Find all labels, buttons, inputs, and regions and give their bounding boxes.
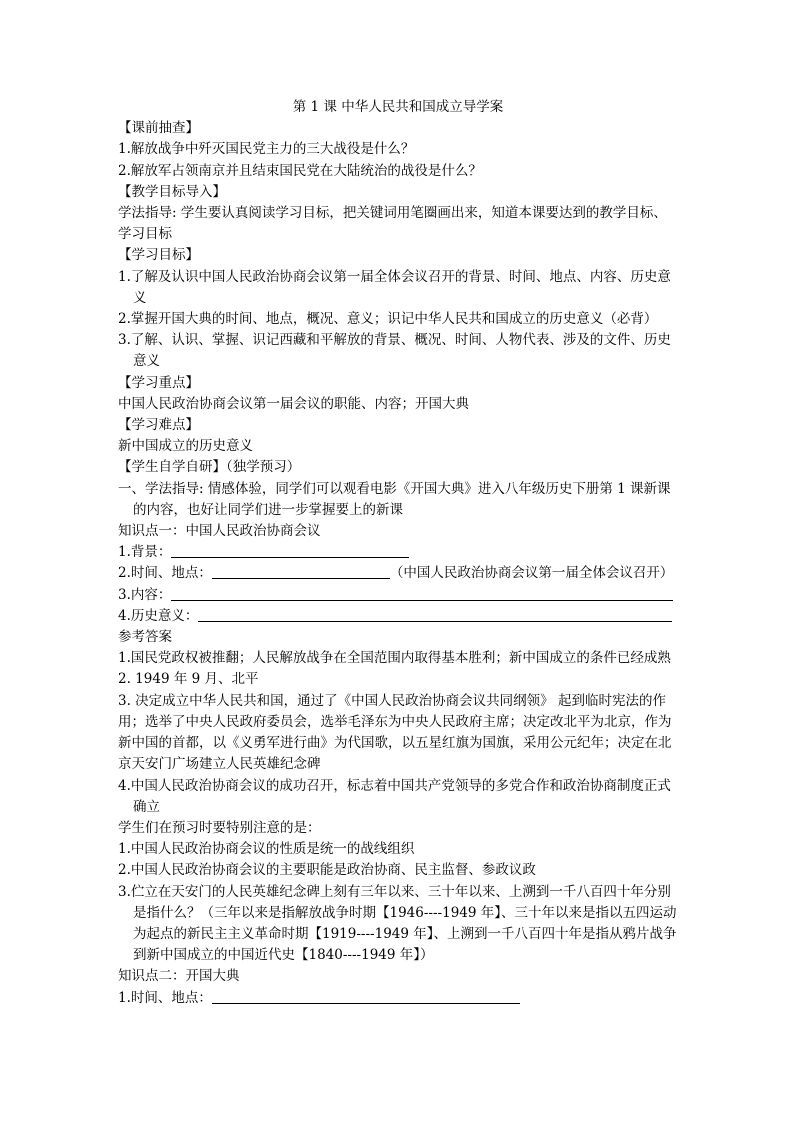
answer-1: 1.国民党政权被推翻；人民解放战争在全国范围内取得基本胜利；新中国成立的条件已经成熟 [118,650,671,667]
answer-blank[interactable] [198,608,672,622]
self-study-guide: 一、学法指导: 情感体验，同学们可以观看电影《开国大典》进入八年级历史下册第 1 课新课的内容，也好让同学们进一步掌握要上的新课 [118,480,671,518]
goal-3: 3.了解、认识、掌握、识记西藏和平解放的背景、概况、时间、人物代表、涉及的文件、历史意义 [118,332,671,370]
answer-2: 2. 1949 年 9 月、北平 [118,671,259,688]
fill-label: 1.背景： [118,544,172,561]
fill-label: 1.时间、地点： [118,989,212,1006]
knowledge-point-1-heading: 知识点一：中国人民政治协商会议 [118,523,321,540]
answers-heading: 参考答案 [118,629,172,646]
section-heading-difficulties: 【学习难点】 [118,417,199,434]
study-guide-text: 学法指导: 学生要认真阅读学习目标，把关键词用笔圈画出来，知道本课要达到的教学目标、学习目标 [118,205,667,243]
answer-4: 4.中国人民政治协商会议的成功召开，标志着中国共产党领导的多党合作和政治协商制度正式确立 [118,777,671,815]
fill-blank-significance [118,606,678,627]
fill-blank-content [118,585,678,606]
question-1: 1.解放战争中歼灭国民党主力的三大战役是什么？ [118,141,415,158]
notes-heading: 学生们在预习时要特别注意的是： [118,819,321,836]
knowledge-point-2-heading: 知识点二：开国大典 [118,968,240,985]
fill-blank-ceremony-time-place [118,988,678,1009]
fill-blank-time-place [118,563,678,584]
fill-blank-background [118,542,678,563]
section-heading-objectives-intro: 【教学目标导入】 [118,183,226,200]
difficulties-text: 新中国成立的历史意义 [118,438,253,455]
answer-blank[interactable] [212,990,520,1004]
fill-note: （中国人民政治协商会议第一届全体会议召开） [389,565,674,582]
page-title: 第 1 课 中华人民共和国成立导学案 [292,99,504,115]
section-heading-learning-goals: 【学习目标】 [118,247,199,264]
goal-2: 2.掌握开国大典的时间、地点，概况、意义；识记中华人民共和国成立的历史意义（必背） [118,311,658,328]
question-2: 2.解放军占领南京并且结束国民党在大陆统治的战役是什么？ [118,162,482,179]
answer-blank[interactable] [171,544,409,558]
section-heading-pre-check: 【课前抽查】 [118,120,199,137]
goal-1: 1.了解及认识中国人民政治协商会议第一届全体会议召开的背景、时间、地点、内容、历史意义 [118,268,671,306]
answer-blank[interactable] [212,565,390,579]
key-points-text: 中国人民政治协商会议第一届会议的职能、内容；开国大典 [118,395,469,412]
answer-3: 3. 决定成立中华人民共和国，通过了《中国人民政治协商会议共同纲领》 起到临时宪法的作用；选举了中央人民政府委员会，选举毛泽东为中央人民政府主席；决定改北平为北京，作为新中国的首都，以《义勇军进行曲》为代国歌，以五星红旗为国旗，采用公元纪年；决定在北京天安门广场建立人民英雄纪念碑 [118,692,672,773]
section-heading-key-points: 【学习重点】 [118,374,199,391]
document-content [118,97,678,1009]
note-2: 2.中国人民政治协商会议的主要职能是政治协商、民主监督、参政议政 [118,862,536,879]
note-1: 1.中国人民政治协商会议的性质是统一的战线组织 [118,841,415,858]
fill-label: 3.内容： [118,586,172,603]
fill-label: 4.历史意义： [118,607,199,624]
note-3: 3.伫立在天安门的人民英雄纪念碑上刻有三年以来、三十年以来、上溯到一千八百四十年分别是指什么？（三年以来是指解放战争时期【1946----1949 年】、三十年以来是指以五四运动为起点的新民主主义革命时期【1919----1949 年】、上溯到一千八百四十年是指从鸦片战争到新中国成立的中国近代史【1840----1949 年】） [118,883,677,964]
answer-blank[interactable] [171,587,673,601]
fill-label: 2.时间、地点： [118,565,212,582]
section-heading-self-study: 【学生自学自研】（独学预习） [118,459,301,476]
